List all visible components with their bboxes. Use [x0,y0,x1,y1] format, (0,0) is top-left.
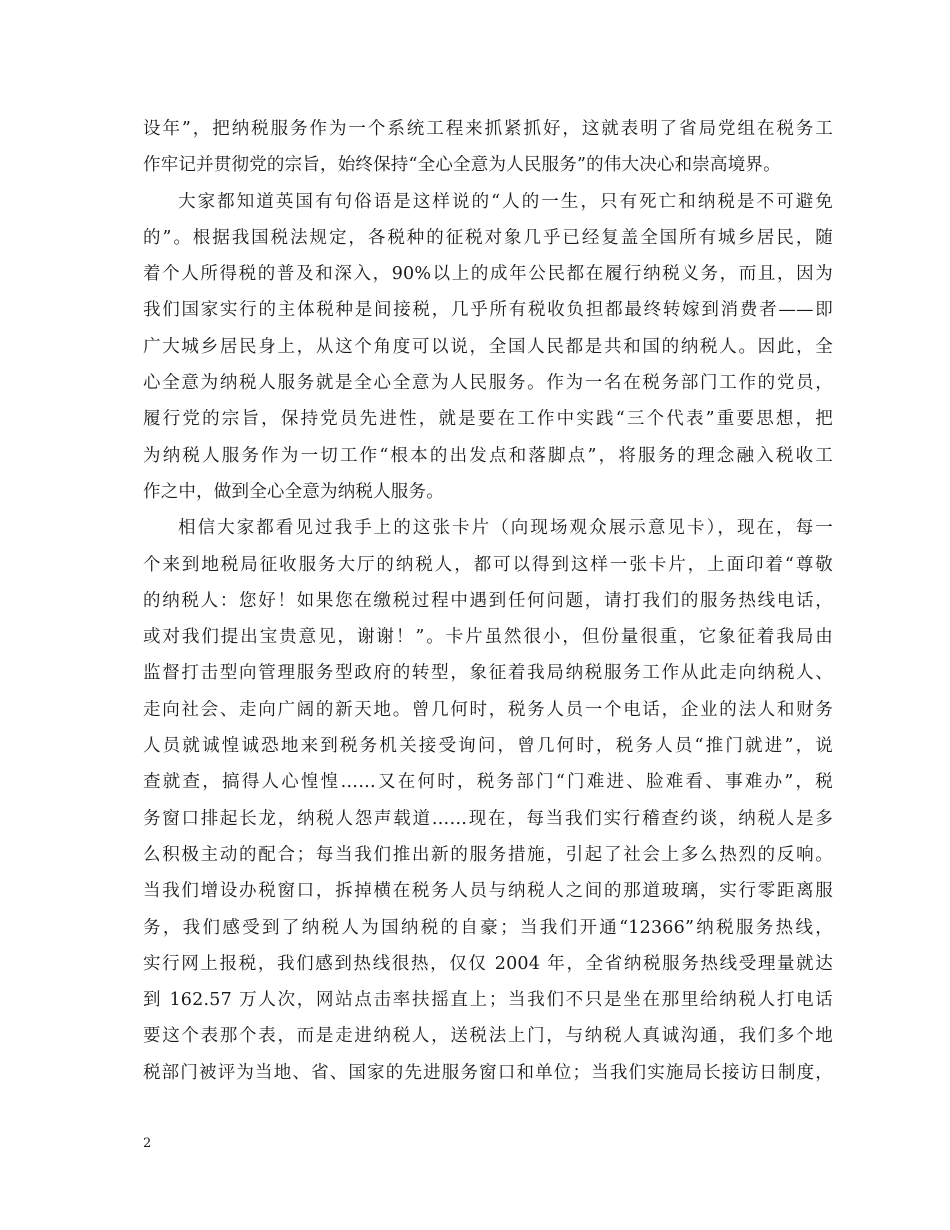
text-line: 要这个表那个表，而是走进纳税人，送税法上门，与纳税人真诚沟通，我们多个地 [143,1026,833,1047]
text-line: 到 162.57 万人次，网站点击率扶摇直上；当我们不只是坐在那里给纳税人打电话 [143,990,833,1011]
text-line: 查就查，搞得人心惶惶……又在何时，税务部门“门难进、脸难看、事难办”，税 [143,772,833,793]
text-line: 人员就诚惶诚恐地来到税务机关接受询问，曾几何时，税务人员“推门就进”，说 [143,736,833,757]
text-line: 个来到地税局征收服务大厅的纳税人，都可以得到这样一张卡片，上面印着“尊敬 [143,554,833,575]
text-line: 设年”，把纳税服务作为一个系统工程来抓紧抓好，这就表明了省局党组在税务工 [143,119,833,139]
text-line: 的”。根据我国税法规定，各税种的征税对象几乎已经复盖全国所有城乡居民，随 [143,227,833,248]
text-line: 走向社会、走向广阔的新天地。曾几何时，税务人员一个电话，企业的法人和财务 [143,699,833,720]
text-line: 作之中，做到全心全意为纳税人服务。 [143,481,444,502]
body-text [143,111,833,1091]
text-line: 广大城乡居民身上，从这个角度可以说，全国人民都是共和国的纳税人。因此，全 [143,336,833,357]
text-line: 么积极主动的配合；每当我们推出新的服务措施，引起了社会上多么热烈的反响。 [143,844,833,865]
paragraph-first-line: 大家都知道英国有句俗语是这样说的“人的一生，只有死亡和纳税是不可避免 [178,191,833,212]
text-line: 作牢记并贯彻党的宗旨，始终保持“全心全意为人民服务”的伟大决心和崇高境界。 [143,155,781,176]
text-line: 履行党的宗旨，保持党员先进性，就是要在工作中实践“三个代表”重要思想，把 [143,409,833,430]
text-line: 务，我们感受到了纳税人为国纳税的自豪；当我们开通“12366”纳税服务热线， [143,917,833,938]
text-line: 监督打击型向管理服务型政府的转型，象征着我局纳税服务工作从此走向纳税人、 [143,663,833,684]
text-line: 税部门被评为当地、省、国家的先进服务窗口和单位；当我们实施局长接访日制度， [143,1062,833,1083]
text-line: 为纳税人服务作为一切工作“根本的出发点和落脚点”，将服务的理念融入税收工 [143,445,833,466]
text-line: 实行网上报税，我们感到热线很热，仅仅 2004 年，全省纳税服务热线受理量就达 [143,953,833,974]
text-line: 我们国家实行的主体税种是间接税，几乎所有税收负担都最终转嫁到消费者——即 [143,300,833,321]
text-line: 心全意为纳税人服务就是全心全意为人民服务。作为一名在税务部门工作的党员， [143,373,833,394]
text-line: 务窗口排起长龙，纳税人怨声载道……现在，每当我们实行稽查约谈，纳税人是多 [143,808,833,829]
text-line: 或对我们提出宝贵意见，谢谢！”。卡片虽然很小，但份量很重，它象征着我局由 [143,627,833,648]
text-line: 着个人所得税的普及和深入，90%以上的成年公民都在履行纳税义务，而且，因为 [143,264,833,285]
paragraph-first-line: 相信大家都看见过我手上的这张卡片（向现场观众展示意见卡），现在，每一 [178,518,833,539]
page-number: 2 [143,1136,152,1151]
text-line: 的纳税人：您好！如果您在缴税过程中遇到任何问题，请打我们的服务热线电话， [143,590,833,611]
text-line: 当我们增设办税窗口，拆掉横在税务人员与纳税人之间的那道玻璃，实行零距离服 [143,881,833,902]
